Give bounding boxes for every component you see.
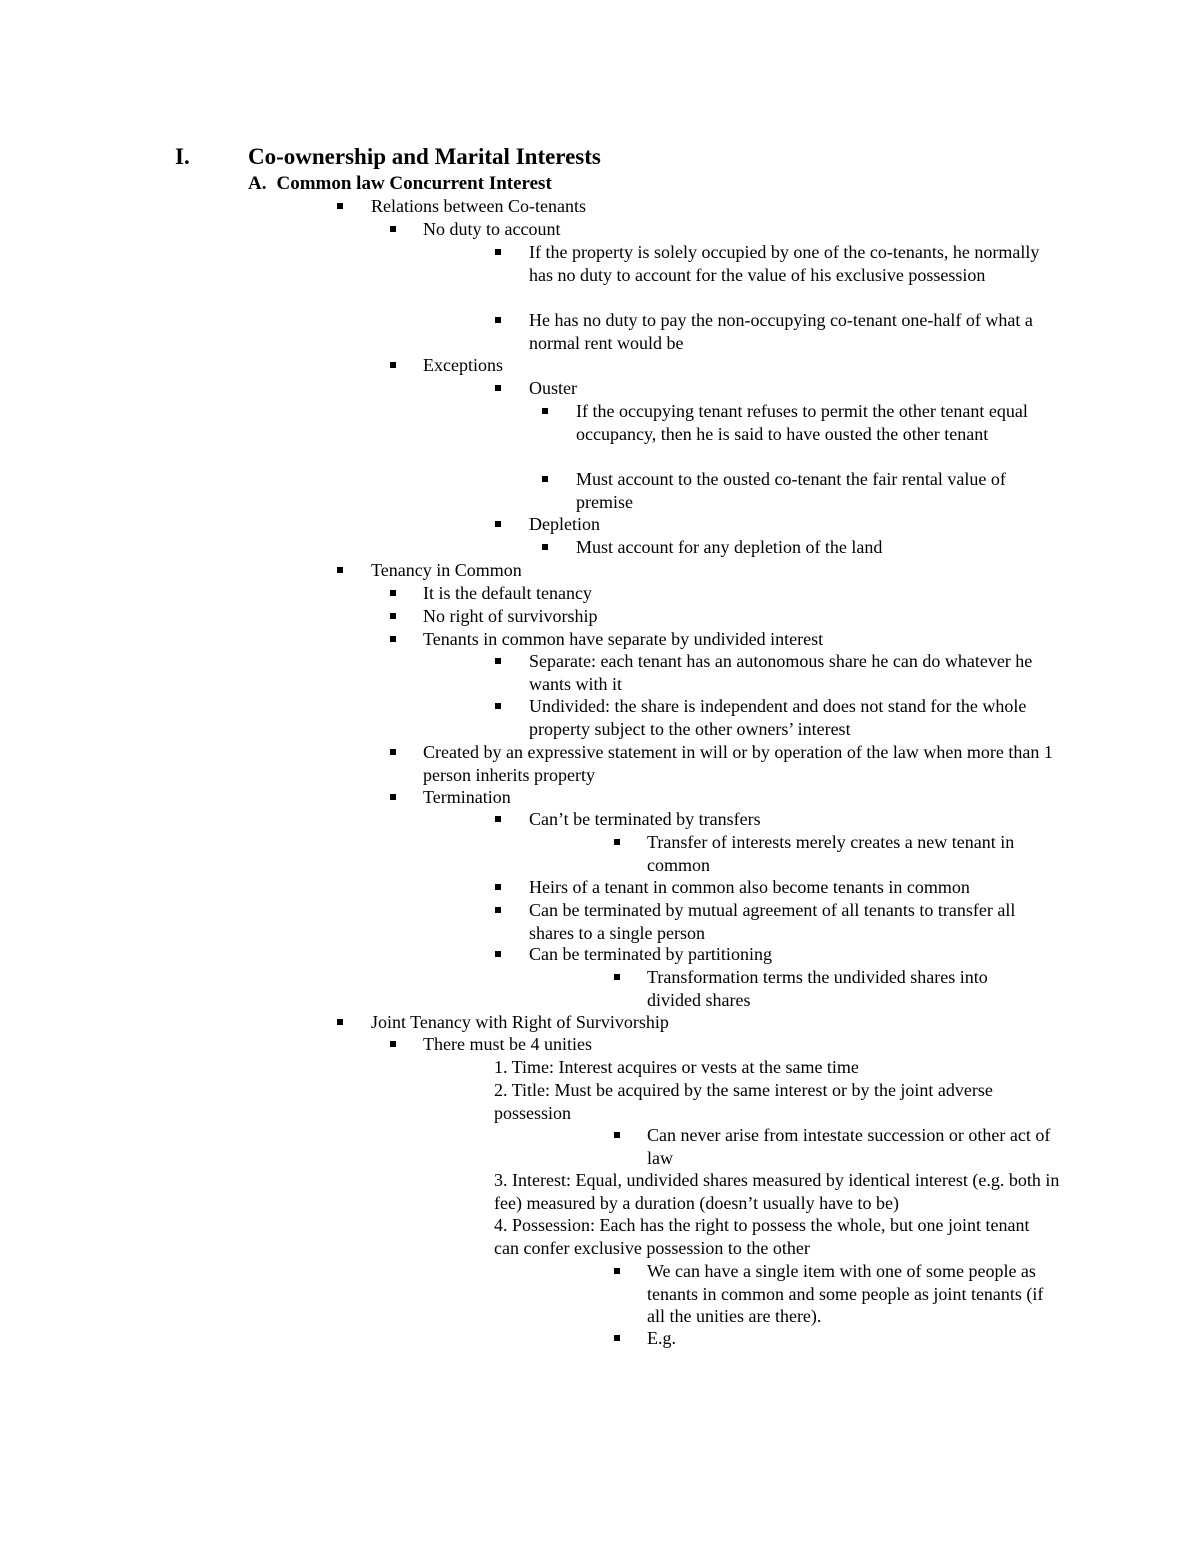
bullet-icon [337,1019,343,1025]
subsection-heading [248,172,552,196]
bullet-icon [495,317,501,323]
section-title: Co-ownership and Marital Interests [248,144,601,169]
bullet-icon [542,544,548,550]
subsection-title: Common law Concurrent Interest [276,173,552,194]
bullet-icon [495,385,501,391]
bullet-icon [495,884,501,890]
bullet-icon [390,1041,396,1047]
unity-interest: 3. Interest: Equal, undivided shares measured by identical interest (e.g. both in fee) measured by a duration (doesn’t usually have to be) [494,1170,1060,1213]
bullet-icon [495,703,501,709]
unity-title: 2. Title: Must be acquired by the same interest or by the joint adverse possession [494,1080,993,1123]
bullet-icon [495,907,501,913]
bullet-icon [390,226,396,232]
unity-possession: 4. Possession: Each has the right to possess the whole, but one joint tenant can confer exclusive possession to the other [494,1215,1030,1258]
bullet-icon [614,974,620,980]
bullet-icon [337,203,343,209]
bullet-icon [390,749,396,755]
bullet-icon [495,816,501,822]
bullet-icon [542,408,548,414]
bullet-icon [614,1268,620,1274]
bullet-icon [390,613,396,619]
bullet-icon [614,839,620,845]
bullet-icon [495,249,501,255]
bullet-icon [390,590,396,596]
bullet-icon [495,658,501,664]
bullet-icon [614,1335,620,1341]
bullet-icon [390,362,396,368]
bullet-icon [542,476,548,482]
bullet-icon [614,1132,620,1138]
bullet-icon [390,636,396,642]
subsection-letter: A. [248,173,267,194]
bullet-icon [390,794,396,800]
bullet-icon [495,951,501,957]
bullet-icon [337,567,343,573]
section-number: I. [175,144,190,169]
document-page: I. Co-ownership and Marital Interests A. Common law Concurrent Interest Relations between Co-tenants No duty to account If the property is solely occupied by one of the co-tenants, he normally has no duty to account for the value of his exclusive possession He has no duty to pay the non-occupying co-tenant one-half of what a normal rent would be Exceptions Ouster If the occupying tenant refuses to permit the other tenant equal occupancy, then he is said to have ousted the other tenant Must account to the ousted co-tenant the fair rental value of premise Depletion Must account for any depletion of the land Tenancy in Common It is the default tenancy No right of survivorship Tenants in common have separate by undivided interest Separate: each tenant has an autonomous share he can do whatever he wants with it Undivided: the share is independent and does not stand for the whole property subject to the other owners’ interest Created by an expressive statement in will or by operation of the law when more than 1 person inherits property Termination Can’t be terminated by transfers Transfer of interests merely creates a new tenant in common Heirs of a tenant in common also become tenants in common Can be terminated by mutual agreement of all tenants to transfer all shares to a single person Can be terminated by partitioning Transformation terms the undivided shares into divided shares Joint Tenancy with Right of Survivorship There must be 4 unities 1. Time: Interest acquires or vests at the same time 2. Title: Must be acquired by the same interest or by the joint adverse possession Can never arise from intestate succession or other act of law 3. Interest: Equal, undivided shares measured by identical interest (e.g. both in fee) measured by a duration (doesn’t usually have to be) 4. Possession: Each has the right to possess the whole, but one joint tenant can confer exclusive possession to the other We can have a single item with one of some people as tenants in common and some people as joint tenants (if all the unities are there). E.g. [0,0,1200,1553]
bullet-icon [495,521,501,527]
unity-time: 1. Time: Interest acquires or vests at the same time [494,1057,859,1077]
